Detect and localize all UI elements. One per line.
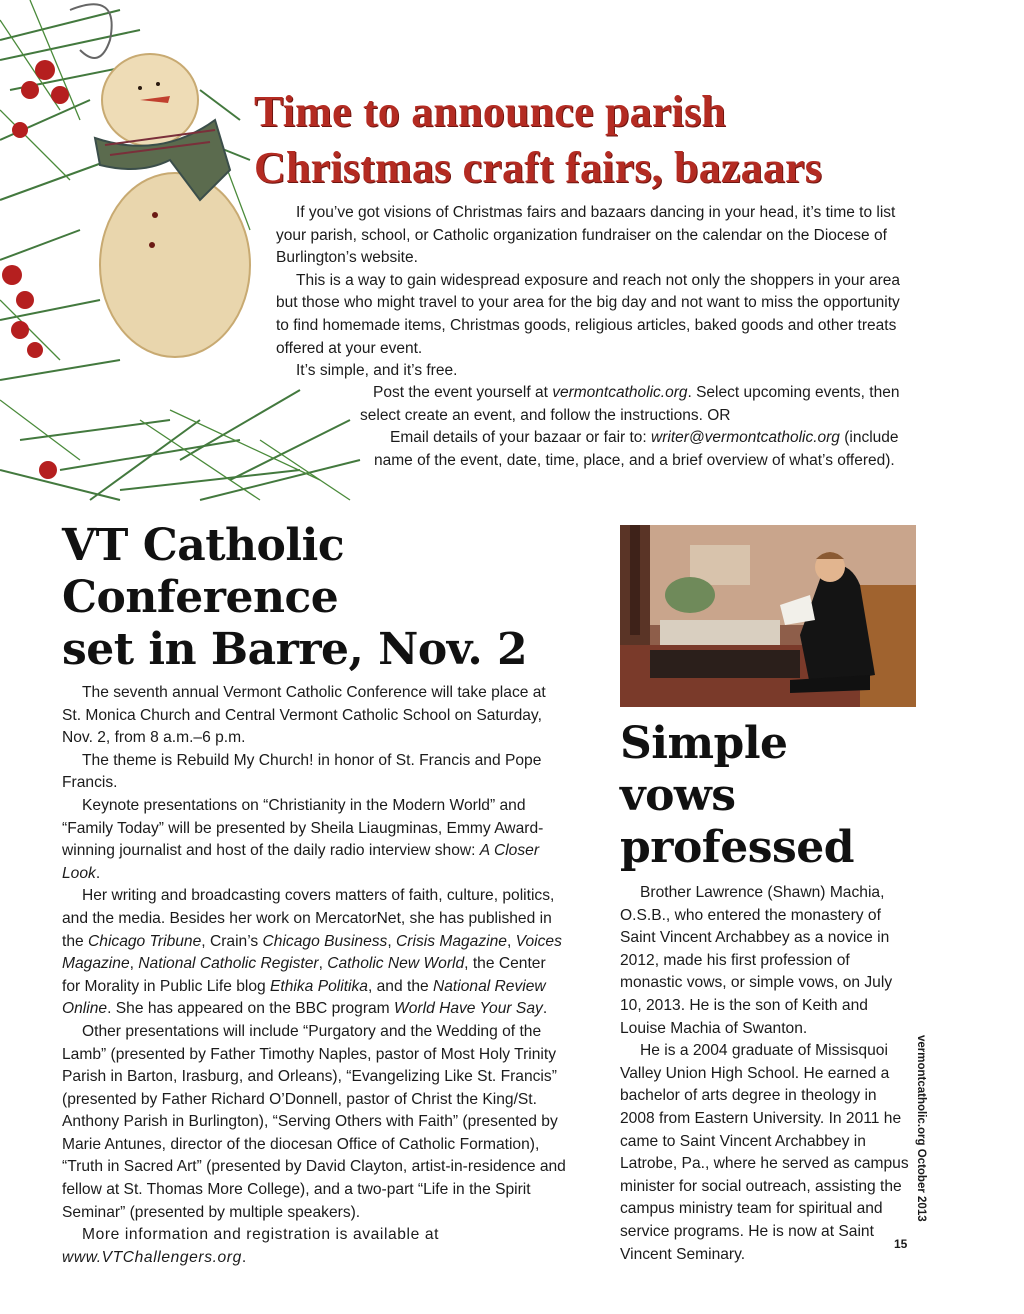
registration-link[interactable]: www.VTChallengers.org xyxy=(62,1248,242,1266)
vows-headline: Simple vows professed xyxy=(620,718,855,873)
fairs-paragraph-3: It’s simple, and it’s free. xyxy=(296,362,458,380)
conference-article xyxy=(62,520,567,1269)
page-number: 15 xyxy=(894,1237,908,1251)
conference-paragraph-6: More information and registration is available at www.VTChallengers.org. xyxy=(62,1226,440,1266)
conference-paragraph-1: The seventh annual Vermont Catholic Conference will take place at St. Monica Church and Central Vermont Catholic School on Saturday, Nov. 2, from 8 a.m.–6 p.m. xyxy=(62,684,546,747)
conference-paragraph-2: The theme is Rebuild My Church! in honor of St. Francis and Pope Francis. xyxy=(62,751,542,792)
fairs-paragraph-2: This is a way to gain widespread exposure and reach not only the shoppers in your area but those who might travel to your area for the big day and not want to miss the opportunity to find homemade items, Christmas goods, religious articles, baked goods and other treats offered at your event. xyxy=(276,271,900,357)
conference-paragraph-3: Keynote presentations on “Christianity in the Modern World” and “Family Today” will be presented by Sheila Liaugminas, Emmy Award-winning journalist and host of the daily radio interview show: A Closer Look. xyxy=(62,796,544,882)
conference-headline: VT Catholic Conference set in Barre, Nov. 2 xyxy=(62,520,528,675)
vows-article xyxy=(620,718,910,1266)
monk-reading-photo xyxy=(620,525,916,707)
conference-paragraph-5: Other presentations will include “Purgatory and the Wedding of the Lamb” (presented by Father Timothy Naples, pastor of Most Holy Trinity Parish in Barton, Irasburg, and Orleans), “Evangelizing Like St. Francis” (presented by Father Richard O’Donnell, pastor of Christ the King/St. Anthony Parish in Burlington), “Serving Others with Faith” (presented by Marie Antunes, director of the diocesan Office of Catholic Formation), “Truth in Sacred Art” (presented by David Clayton, artist-in-residence and fellow at St. Thomas More College), and a two-part “Life in the Spirit Seminar” (presented by multiple speakers). xyxy=(62,1022,566,1221)
fairs-paragraph-1: If you’ve got visions of Christmas fairs and bazaars dancing in your head, it’s time to list your parish, school, or Catholic organization fundraiser on the calendar on the Diocese of Burlington’s website. xyxy=(276,204,896,267)
website-link[interactable]: vermontcatholic.org xyxy=(552,384,688,401)
publication-date-label: vermontcatholic.org October 2013 xyxy=(915,1035,927,1222)
email-link[interactable]: writer@vermontcatholic.org xyxy=(651,429,840,447)
christmas-fairs-headline xyxy=(254,84,954,196)
post-event-instruction: Post the event yourself at vermontcatholic.org. Select upcoming events, then select create an event, and follow the instructions. OR xyxy=(360,384,900,424)
headline-line-1: Time to announce parish xyxy=(254,87,726,136)
vows-paragraph-1: Brother Lawrence (Shawn) Machia, O.S.B., who entered the monastery of Saint Vincent Archabbey as a novice in 2012, made his first profession of monastic vows, or simple vows, on July 10, 2013. He is the son of Keith and Louise Machia of Swanton. xyxy=(620,884,893,1037)
submission-instructions xyxy=(360,382,920,472)
conference-paragraph-4: Her writing and broadcasting covers matters of faith, culture, politics, and the media. Besides her work on MercatorNet, she has published in the Chicago Tribune, Crain’s Chicago Business, Crisis Magazine, Voices Magazine, National Catholic Register, Catholic New World, the Center for Morality in Public Life blog Ethika Politika, and the National Review Online. She has appeared on the BBC program World Have Your Say. xyxy=(62,887,562,1018)
side-footer xyxy=(915,1035,943,1225)
vows-paragraph-2: He is a 2004 graduate of Missisquoi Valley Union High School. He earned a bachelor of arts degree in theology in 2008 from Eastern University. In 2011 he came to Saint Vincent Archabbey in Latrobe, Pa., where he served as campus minister for social outreach, assisting the campus ministry team for spiritual and service programs. He is now at Saint Vincent Seminary. xyxy=(620,1042,909,1263)
headline-line-2: Christmas craft fairs, bazaars xyxy=(254,143,823,192)
christmas-fairs-body xyxy=(276,202,900,383)
email-instruction: Email details of your bazaar or fair to: writer@vermontcatholic.org (include name of the event, date, time, place, and a brief overview of what’s offered). xyxy=(374,429,899,469)
